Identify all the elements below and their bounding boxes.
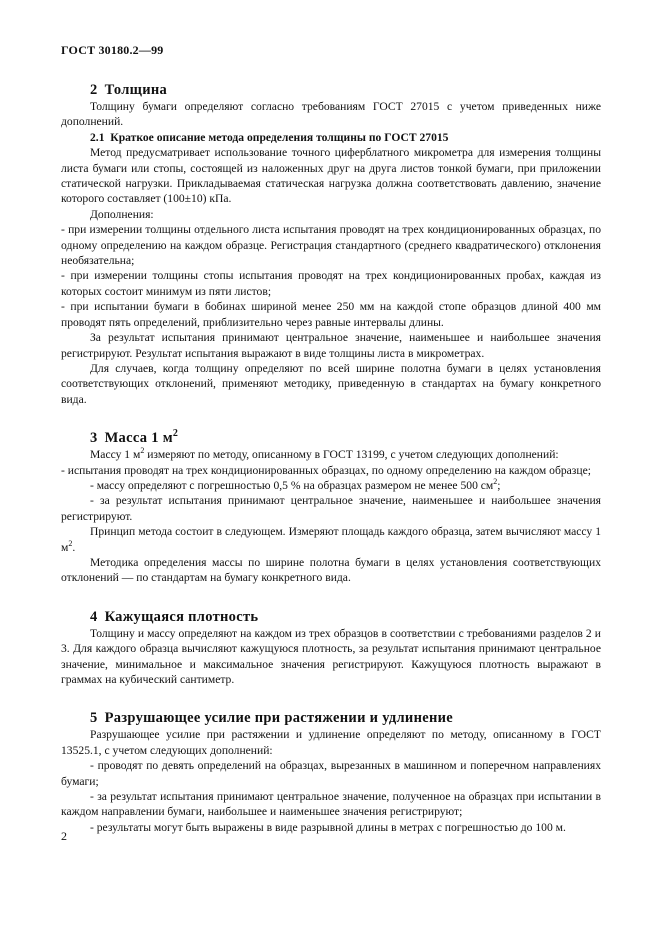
section-3-title: Масса 1 м [104, 430, 173, 447]
section-3-intro [61, 447, 601, 462]
page-number: 2 [61, 829, 67, 843]
subsection-2-1-number: 2.1 [90, 130, 105, 144]
section-5-number: 5 [90, 710, 98, 727]
section-5-addition-item: - результаты могут быть выражены в виде разрывной длины в метрах с погрешностью до 100 м. [90, 820, 566, 834]
subsection-2-1-heading [61, 130, 601, 145]
section-2-method-paragraph: Метод предусматривает использование точного циферблатного микрометра для измерения толщины листа бумаги или стопы, состоящей из наложенных друг на друга листов тонкой бумаги, при приложении статической нагрузки. Прикладываемая статическая нагрузка должна соответствовать давлению, значение которого составляет (100±10) кПа. [61, 146, 601, 206]
section-3-addition-item: - за результат испытания принимают центральное значение, наименьшее и наибольшее значения регистрируют. [61, 494, 601, 523]
superscript: 2 [140, 446, 145, 456]
section-4-number: 4 [90, 608, 98, 625]
section-2-title: Толщина [104, 82, 168, 98]
section-3-principle-text: Принцип метода состоит в следующем. Измеряют площадь каждого образца, затем вычисляют массу 1 м [61, 525, 601, 554]
section-3-principle-paragraph [61, 524, 601, 555]
subsection-2-1-title: Краткое описание метода определения толщины по ГОСТ 27015 [110, 130, 449, 144]
section-2-result-paragraph: За результат испытания принимают центральное значение, наименьшее и наибольшее значения регистрируют. Результат испытания выражают в виде толщины листа в микрометрах. [61, 331, 601, 360]
section-2-addition-item: - при испытании бумаги в бобинах шириной менее 250 мм на каждой стопе образцов длиной 400 мм проводят пять определений, приблизительно через равные интервалы длины. [61, 300, 601, 329]
section-3-item-text: - массу определяют с погрешностью 0,5 % на образцах размером не менее 500 см [90, 478, 494, 492]
section-2-additions-label: Дополнения: [90, 207, 154, 221]
section-2-width-paragraph: Для случаев, когда толщину определяют по всей ширине полотна бумаги в целях установления соответствующих отклонений, применяют методику, приведенную в стандартах на бумагу конкретного вида. [61, 361, 601, 406]
section-4-heading [90, 608, 601, 626]
section-3-intro-text: измеряют по методу, описанному в ГОСТ 13199, с учетом следующих дополнений: [144, 448, 559, 462]
section-2-heading [90, 81, 601, 99]
section-2-intro: Толщину бумаги определяют согласно требованиям ГОСТ 27015 с учетом приведенных ниже дополнений. [61, 100, 601, 129]
section-3-method-width-paragraph: Методика определения массы по ширине полотна бумаги в целях установления соответствующих отклонений — по стандартам на бумагу конкретного вида. [61, 555, 601, 585]
document-code-header: ГОСТ 30180.2—99 [61, 43, 164, 57]
section-3-heading [90, 429, 601, 447]
section-3-title-superscript: 2 [172, 428, 179, 440]
section-3-addition-item [61, 478, 601, 493]
section-3-addition-item: - испытания проводят на трех кондиционированных образцах, по одному определению на каждом образце; [61, 463, 591, 477]
section-2-number: 2 [90, 82, 98, 98]
document-body [61, 78, 601, 835]
superscript: 2 [493, 477, 498, 487]
section-3-intro-text: Массу 1 м [90, 448, 141, 462]
section-4-title: Кажущаяся плотность [104, 608, 259, 625]
section-5-intro: Разрушающее усилие при растяжении и удлинение определяют по методу, описанному в ГОСТ 13525.1, с учетом следующих дополнений: [61, 728, 601, 757]
section-3-item-text: ; [497, 478, 501, 492]
section-5-title: Разрушающее усилие при растяжении и удлинение [104, 710, 454, 727]
section-5-addition-item: - проводят по девять определений на образцах, вырезанных в машинном и поперечном направлениях бумаги; [61, 759, 601, 788]
superscript: 2 [68, 538, 73, 548]
section-3-number: 3 [90, 430, 98, 447]
section-5-addition-item: - за результат испытания принимают центральное значение, полученное на образцах при испытании в каждом направлении бумаги, наибольшее и наименьшее значения регистрируют; [61, 790, 601, 819]
section-2-addition-item: - при измерении толщины стопы испытания проводят на трех кондиционированных пробах, каждая из которых состоит минимум из пяти листов; [61, 269, 601, 298]
section-5-heading [90, 709, 601, 727]
section-4-paragraph: Толщину и массу определяют на каждом из трех образцов в соответствии с требованиями разделов 2 и 3. Для каждого образца вычисляют кажущуюся плотность, за результат испытания принимают центральное значение, минимальное и максимальное значения регистрируют. Кажущуюся плотность выражают в граммах на кубический сантиметр. [61, 626, 601, 686]
section-3-principle-text: . [72, 540, 76, 554]
section-2-addition-item: - при измерении толщины отдельного листа испытания проводят на трех кондиционированных образцах, по одному определению на каждом образце. Регистрация стандартного (среднего квадратического) отклонения необязательна; [61, 223, 601, 268]
